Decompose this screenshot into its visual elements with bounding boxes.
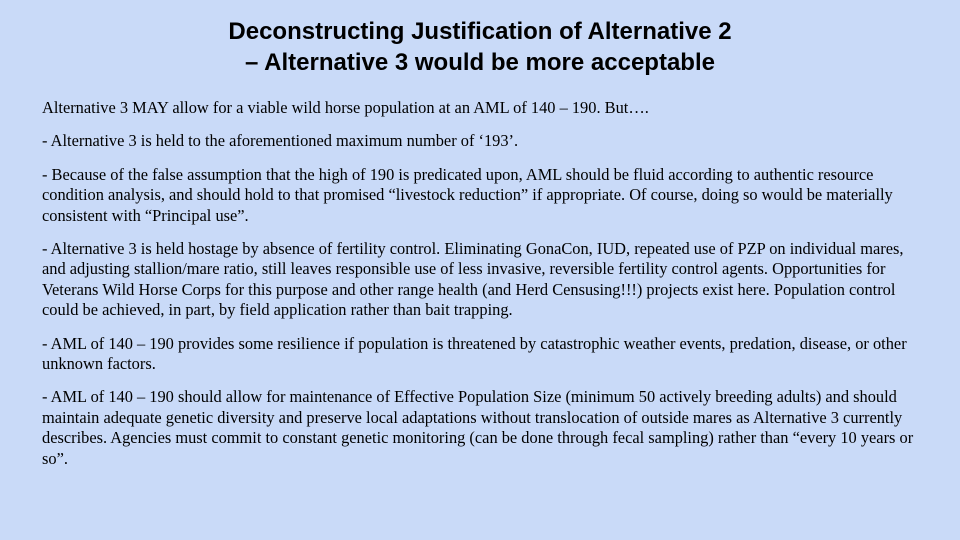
bullet-aml-fluid: - Because of the false assumption that the high of 190 is predicated upon, AML should be fluid according to authentic resource condition analysis, and should hold to that promised “livestock reduction” if appropriate. Of course, doing so would be materially consistent with “Principal use”. <box>42 164 893 225</box>
slide-title <box>40 16 920 78</box>
bullet-resilience: - AML of 140 – 190 provides some resilience if population is threatened by catastrophic weather events, predation, disease, or other unknown factors. <box>42 333 907 374</box>
slide-body <box>42 98 926 482</box>
bullet-genetic-diversity: - AML of 140 – 190 should allow for maintenance of Effective Population Size (minimum 50 actively breeding adults) and should maintain adequate genetic diversity and preserve local adaptations without translocation of outside mares as Alternative 3 currently describes. Agencies must commit to constant genetic monitoring (can be done through fecal sampling) rather than “every 10 years or so”. <box>42 387 914 468</box>
bullet-fertility-control: - Alternative 3 is held hostage by absence of fertility control. Eliminating GonaCon, IUD, repeated use of PZP on individual mares, and adjusting stallion/mare ratio, still leaves responsible use of less invasive, reversible fertility control agents. Opportunities for Veterans Wild Horse Corps for this purpose and other range health (and Herd Censusing!!!) projects exist here. Population control could be achieved, in part, by field application rather than bait trapping. <box>42 239 904 320</box>
intro-paragraph: Alternative 3 MAY allow for a viable wild horse population at an AML of 140 – 190. But…. <box>42 98 649 117</box>
slide-title-line-1: Deconstructing Justification of Alternative 2 <box>228 18 732 45</box>
slide-title-line-2: – Alternative 3 would be more acceptable <box>245 49 715 76</box>
bullet-max-number: - Alternative 3 is held to the aforementioned maximum number of ‘193’. <box>42 131 519 151</box>
